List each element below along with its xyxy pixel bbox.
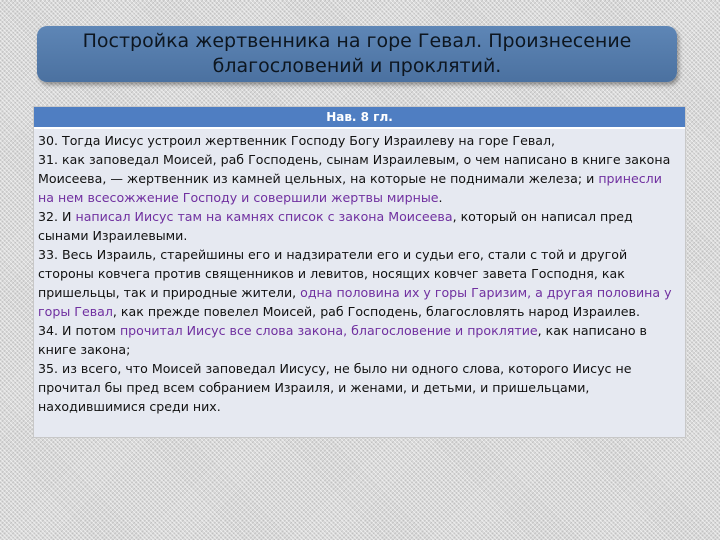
slide-title: Постройка жертвенника на горе Гевал. Произнесение благословений и проклятий. xyxy=(82,30,632,77)
verse-32-end: , который он написал пред сынами Израилевыми. xyxy=(38,209,633,243)
verse-30 xyxy=(38,131,681,150)
verse-34-end: , как написано в книге закона; xyxy=(38,323,647,357)
verse-31-highlight: принесли на нем всесожжение Господу и совершили жертвы мирные xyxy=(38,171,662,205)
table-header: Нав. 8 гл. xyxy=(34,107,685,129)
verse-33 xyxy=(38,245,681,321)
verse-35 xyxy=(38,359,681,416)
verse-31 xyxy=(38,150,681,207)
verse-32 xyxy=(38,207,681,245)
verse-33-start: 33. Весь Израиль, старейшины его и надзиратели его и судьи его, стали с той и другой стороны ковчега против священников и левитов, носящих ковчег завета Господня, как пришельцы, так и природные жители, xyxy=(38,247,628,300)
verse-34-highlight: прочитал Иисус все слова закона, благословение и проклятие xyxy=(119,323,538,338)
slide-title-box xyxy=(37,26,677,82)
scripture-table xyxy=(33,106,686,438)
table-body xyxy=(34,129,685,437)
verse-31-end: . xyxy=(438,190,443,205)
verse-32-start: 32. И xyxy=(38,209,76,224)
verse-34-start: 34. И потом xyxy=(38,323,120,338)
verse-35-text: 35. из всего, что Моисей заповедал Иисусу, не было ни одного слова, которого Иисус не прочитал бы пред всем собранием Израиля, и женами, и детьми, и пришельцами, находившимися среди них. xyxy=(38,361,632,414)
verse-34 xyxy=(38,321,681,359)
verse-31-text: 31. как заповедал Моисей, раб Господень, сынам Израилевым, о чем написано в книге закона Моисеева, — жертвенник из камней цельных, на которые не поднимали железа; и xyxy=(38,152,671,186)
verse-33-highlight: одна половина их у горы Гаризим, а другая половина у горы Гевал xyxy=(38,285,672,319)
verse-30-text: 30. Тогда Иисус устроил жертвенник Господу Богу Израилеву на горе Гевал, xyxy=(38,133,556,148)
verse-32-highlight: написал Иисус там на камнях список с закона Моисеева xyxy=(75,209,453,224)
verse-33-end: , как прежде повелел Моисей, раб Господень, благословлять народ Израилев. xyxy=(112,304,640,319)
